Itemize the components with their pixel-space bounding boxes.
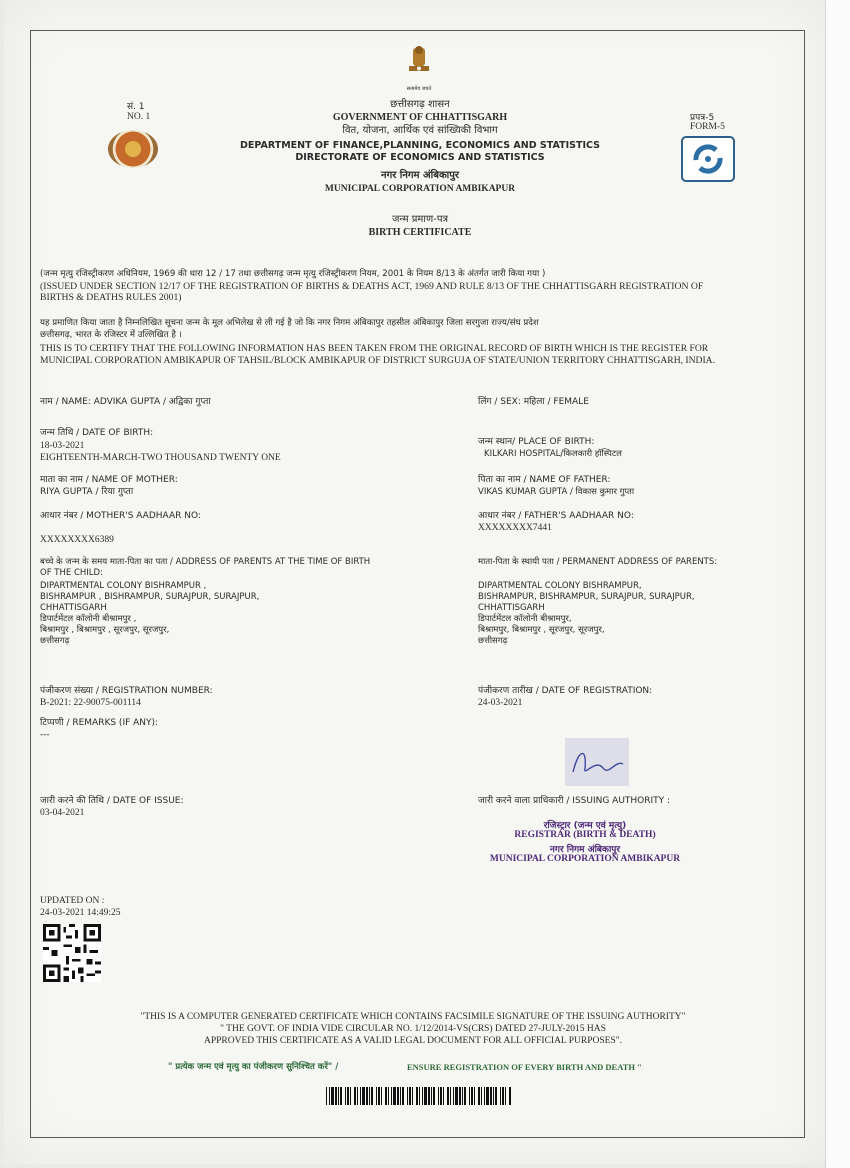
certify-en-1: THIS IS TO CERTIFY THAT THE FOLLOWING INFORMATION HAS BEEN TAKEN FROM THE ORIGINAL RECORD OF BIRTH WHICH IS THE REGISTER FOR (40, 343, 709, 354)
address-birth-line: बिश्रामपुर , बिश्रामपुर , सूरजपुर, सूरजपुर, (40, 625, 170, 635)
corp-en: MUNICIPAL CORPORATION AMBIKAPUR (324, 184, 516, 194)
authority-label: जारी करने वाला प्राधिकारी / ISSUING AUTHORITY : (478, 796, 671, 806)
address-permanent (478, 581, 695, 647)
mother-aadhaar-value: XXXXXXXX6389 (40, 535, 114, 545)
dept-hi: वित, योजना, आर्थिक एवं सांख्यिकी विभाग (342, 125, 498, 136)
address-permanent-line: डिपार्टमेंटल कॉलोनी बीश्रामपुर, (478, 614, 572, 624)
reg-no-label: पंजीकरण संख्या / REGISTRATION NUMBER: (40, 686, 213, 696)
directorate-en: DIRECTORATE OF ECONOMICS AND STATISTICS (295, 152, 545, 163)
address-birth (40, 581, 259, 647)
emblem-motto: सत्यमेव जयते (406, 86, 432, 92)
form5-logo-icon (681, 136, 735, 182)
address-permanent-line: छत्तीसगढ़ (478, 636, 508, 646)
page-edge (825, 0, 850, 1168)
form5-en: FORM-5 (690, 122, 725, 132)
dob-label: जन्म तिथि / DATE OF BIRTH: (40, 428, 154, 438)
certify-hi-2: छत्तीसगढ़, भारत के रजिस्टर में उल्लिखित है । (40, 330, 182, 340)
issued-under-hi: (जन्म मृत्यु रजिस्ट्रीकरण अधिनियम, 1969 की धारा 12 / 17 तथा छत्तीसगढ़ जन्म मृत्यु रजिस्ट्रीकरण नियम, 2001 के नियम 8/13 के अंतर्गत जारी किया गया ) (40, 269, 546, 279)
footer-line-3: APPROVED THIS CERTIFICATE AS A VALID LEGAL DOCUMENT FOR ALL OFFICIAL PURPOSES". (203, 1036, 623, 1046)
signature-icon (565, 738, 629, 786)
remarks-value: --- (40, 730, 50, 740)
qr-code-icon (42, 924, 102, 982)
reg-no-value: B-2021: 22-90075-001114 (40, 698, 141, 708)
address-birth-line: डिपार्टमेंटल कॉलोनी बीश्रामपुर , (40, 614, 137, 624)
issue-date-label: जारी करने की तिथि / DATE OF ISSUE: (40, 796, 184, 806)
mother-label: माता का नाम / NAME OF MOTHER: (40, 475, 178, 485)
ashoka-emblem-icon (404, 44, 434, 86)
corp-hi: नगर निगम अंबिकापुर (381, 170, 459, 181)
address-birth-line: BISHRAMPUR , BISHRAMPUR, SURAJPUR, SURAJPUR, (40, 592, 260, 602)
dept-en: DEPARTMENT OF FINANCE,PLANNING, ECONOMICS AND STATISTICS (240, 140, 600, 151)
name-field: नाम / NAME: ADVIKA GUPTA / अद्विका गुप्ता (40, 397, 211, 407)
address-birth-label-2: OF THE CHILD: (40, 568, 103, 578)
certify-hi-1: यह प्रमाणित किया जाता है निम्नलिखित सूचना जन्म के मूल अभिलेख से ली गई है जो कि नगर निगम अंबिकापुर तहसील अंबिकापुर जिला सरगुजा राज्य/संघ प्रदेश (40, 318, 539, 328)
footer-line-1: "THIS IS A COMPUTER GENERATED CERTIFICATE WHICH CONTAINS FACSIMILE SIGNATURE OF THE ISSUING AUTHORITY" (140, 1012, 686, 1022)
govt-hi: छत्तीसगढ़ शासन (390, 99, 450, 110)
issued-under-en-2: BIRTHS & DEATHS RULES 2001) (40, 292, 182, 303)
authority-en-1: REGISTRAR (BIRTH & DEATH) (514, 830, 656, 840)
dob-words: EIGHTEENTH-MARCH-TWO THOUSAND TWENTY ONE (40, 453, 281, 463)
barcode-icon (326, 1087, 512, 1105)
slogan-en: ENSURE REGISTRATION OF EVERY BIRTH AND DEATH " (407, 1062, 642, 1072)
title-hi: जन्म प्रमाण-पत्र (391, 214, 449, 225)
father-aadhaar-value: XXXXXXXX7441 (478, 523, 552, 533)
reg-date-label: पंजीकरण तारीख / DATE OF REGISTRATION: (478, 686, 653, 696)
form5-hi: प्रपत्र-5 (690, 113, 715, 123)
authority-hi-2: नगर निगम अंबिकापुर (549, 845, 621, 855)
state-seal-icon (108, 130, 158, 168)
title-en: BIRTH CERTIFICATE (368, 227, 472, 238)
authority-en-2: MUNICIPAL CORPORATION AMBIKAPUR (489, 854, 681, 864)
authority-hi-1: रजिस्ट्रार (जन्म एवं मृत्यु) (543, 821, 627, 831)
address-permanent-label: माता-पिता के स्थायी पता / PERMANENT ADDRESS OF PARENTS: (478, 557, 718, 567)
pob-label: जन्म स्थान/ PLACE OF BIRTH: (478, 437, 595, 447)
address-birth-line: DIPARTMENTAL COLONY BISHRAMPUR , (40, 581, 207, 591)
father-value: VIKAS KUMAR GUPTA / विकास कुमार गुप्ता (478, 487, 635, 497)
reg-date-value: 24-03-2021 (478, 698, 523, 708)
pob-value: KILKARI HOSPITAL/किलकारी हॉस्पिटल (484, 449, 622, 459)
issued-under-en-1: (ISSUED UNDER SECTION 12/17 OF THE REGISTRATION OF BIRTHS & DEATHS ACT, 1969 AND RULE 8/13 OF THE CHHATTISGARH REGISTRATION OF (40, 281, 704, 292)
address-permanent-line: CHHATTISGARH (478, 603, 545, 613)
remarks-label: टिप्पणी / REMARKS (IF ANY): (40, 718, 159, 728)
footer-line-2: " THE GOVT. OF INDIA VIDE CIRCULAR NO. 1/12/2014-VS(CRS) DATED 27-JULY-2015 HAS (220, 1024, 606, 1034)
updated-value: 24-03-2021 14:49:25 (40, 908, 121, 918)
address-permanent-line: बिश्रामपुर, बिश्रामपुर , सूरजपुर, सूरजपुर, (478, 625, 605, 635)
mother-aadhaar-label: आधार नंबर / MOTHER'S AADHAAR NO: (40, 511, 201, 521)
sex-field: लिंग / SEX: महिला / FEMALE (478, 397, 589, 407)
slogan-hi: " प्रत्येक जन्म एवं मृत्यु का पंजीकरण सुनिश्चित करें" / (168, 1062, 339, 1072)
address-permanent-line: BISHRAMPUR, BISHRAMPUR, SURAJPUR, SURAJPUR, (478, 592, 695, 602)
dob-value: 18-03-2021 (40, 441, 85, 451)
mother-value: RIYA GUPTA / रिया गुप्ता (40, 487, 134, 497)
form-number-en: NO. 1 (127, 112, 151, 122)
father-label: पिता का नाम / NAME OF FATHER: (478, 475, 611, 485)
updated-label: UPDATED ON : (40, 896, 105, 906)
address-birth-line: CHHATTISGARH (40, 603, 107, 613)
govt-en: GOVERNMENT OF CHHATTISGARH (332, 112, 508, 123)
address-birth-label-1: बच्चे के जन्म के समय माता-पिता का पता / ADDRESS OF PARENTS AT THE TIME OF BIRTH (40, 557, 371, 567)
address-permanent-line: DIPARTMENTAL COLONY BISHRAMPUR, (478, 581, 642, 591)
father-aadhaar-label: आधार नंबर / FATHER'S AADHAAR NO: (478, 511, 634, 521)
form-number-hi: सं. 1 (127, 102, 145, 112)
issue-date-value: 03-04-2021 (40, 808, 85, 818)
address-birth-line: छत्तीसगढ़ (40, 636, 70, 646)
certify-en-2: MUNICIPAL CORPORATION AMBIKAPUR OF TAHSIL/BLOCK AMBIKAPUR OF DISTRICT SURGUJA OF STATE/UNION TERRITORY CHHATTISGARH, INDIA. (40, 355, 715, 366)
